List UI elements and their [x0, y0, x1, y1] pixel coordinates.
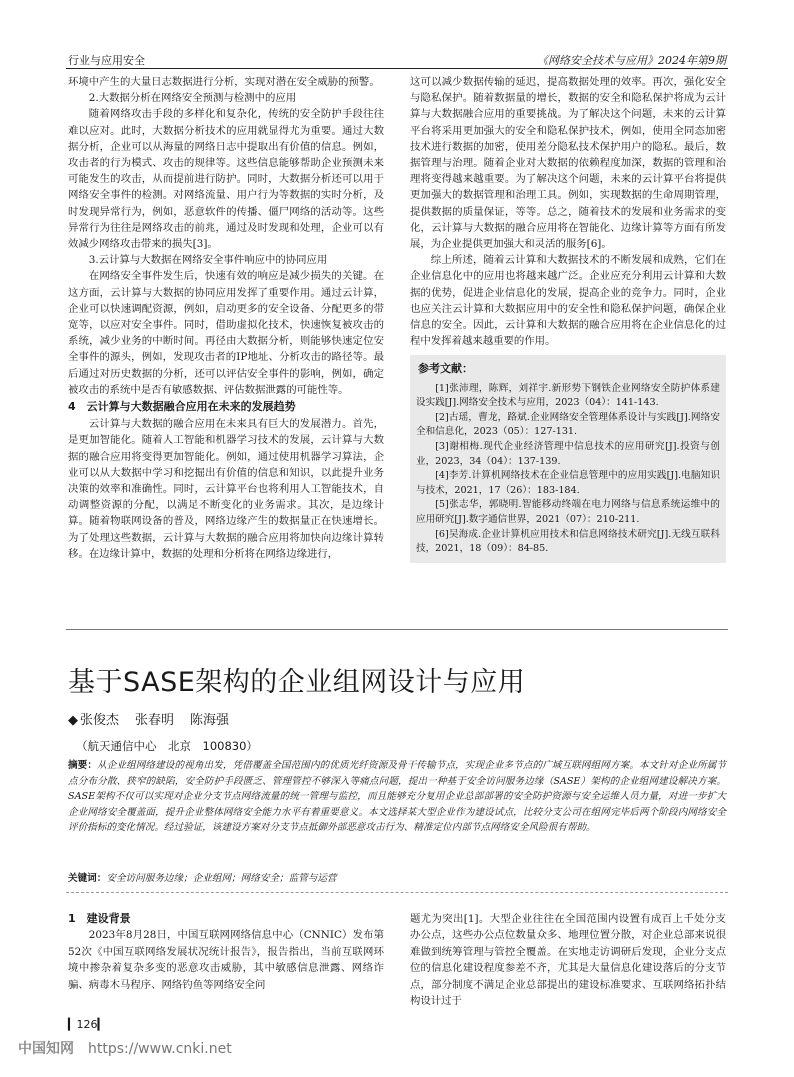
- author: 张俊杰: [80, 713, 120, 728]
- right-column: [410, 74, 726, 563]
- running-header-journal: 《网络安全技术与应用》2024年第9期: [537, 54, 726, 67]
- cnki-logo: 中国知网: [18, 1041, 74, 1057]
- reference-item: [3]谢相梅.现代企业经济管理中信息技术的应用研究[J].投资与创业，2023，34（04）：137-139.: [416, 441, 720, 467]
- cnki-watermark: [18, 1038, 232, 1058]
- paragraph: 在网络安全事件发生后，快速有效的响应是减少损失的关键。在这方面，云计算与大数据的协同应用发挥了重要作用。通过云计算，企业可以快速调配资源，例如，启动更多的安全设备、分配更多的带宽等，以应对安全事件。同时，借助虚拟化技术，快速恢复被攻击的系统，减少业务的中断时间。再径由大数据分析，则能够快速定位安全事件的源头，例如，发现攻击者的IP地址、分析攻击的路径等。最后通过对历史数据的分析，还可以评估安全事件的影响，例如，确定被攻击的系统中是否有敏感数据、评估数据泄露的可能性等。: [68, 270, 384, 396]
- abstract-text: 从企业组网络建设的视角出发，凭借覆盖全国范围内的优质光纤资源及骨干传输节点，实现企业多节点的广域互联网组网方案。本文针对企业所属节点分布分散、狭窄的缺陷，安全防护手段匮乏、管理管控不够深入等痛点问题，提出一种基于安全访问服务边缘（SASE）架构的企业组网建设解决方案。SASE架构不仅可以实现对企业分支节点网络流量的统一管理与监控，而且能够充分复用企业总部部署的安全防护资源与安全运维人员力量，对进一步扩大企业网络安全覆盖面，提升企业整体网络安全能力水平有着重要意义。本文选择某大型企业作为建设试点，比较分支公司在组网完毕后两个阶段内网络安全评价指标的变化情况。经过验证，该建设方案对分支节点抵御外部恶意攻击行为、精准定位内部节点网络安全风险很有帮助。: [68, 760, 727, 834]
- abstract-label: 摘要：: [68, 760, 98, 771]
- subsection-heading: 3.云计算与大数据在网络安全事件响应中的协同应用: [88, 254, 328, 267]
- section-heading: 4 云计算与大数据融合应用在未来的发展趋势: [68, 400, 296, 414]
- keywords-text: 安全访问服务边缘；企业组网；网络安全；监管与运营: [106, 873, 337, 884]
- keywords: [68, 870, 726, 884]
- affiliation: （航天通信中心 北京 100830）: [76, 739, 258, 753]
- article-separator: [66, 629, 728, 630]
- reference-item: [2]古瑶，曹龙，路斌.企业网络安全管理体系设计与实践[J].网络安全和信息化，2023（05）：127-131.: [416, 411, 720, 438]
- left-column: [68, 74, 384, 562]
- references-title: 参考文献：: [418, 362, 473, 376]
- reference-item: [6]吴海成.企业计算机应用技术和信息网络技术研究[J].无线互联科技，2021，18（09）：84-85.: [416, 528, 720, 555]
- body-right-column: [410, 911, 726, 1009]
- references-box: [410, 355, 726, 562]
- paragraph: 题尤为突出[1]。大型企业往往在全国范围内设置有成百上千处分支办公点，这些办公点位数量众多、地理位置分散，对企业总部来说很难做到统筹管理与管控全覆盖。在实地走访调研后发现，企业分支点位的信息化建设程度参差不齐，尤其是大量信息化建设落后的分支节点，部分制度不满足企业总部提出的建设标准要求、互联网络拓扑结构设计过于: [410, 913, 726, 1008]
- paragraph: 云计算与大数据的融合应用在未来具有巨大的发展潜力。首先，是更加智能化。随着人工智能和机器学习技术的发展，云计算与大数据的融合应用将变得更加智能化。例如，通过使用机器学习算法，企业可以从大数据中学习和挖掘出有价值的信息和知识，以此提升业务决策的效率和准确性。同时，云计算平台也将利用人工智能技术，自动调整资源的分配，以满足不断变化的业务需求。其次，是边缘计算。随着物联网设备的普及，网络边缘产生的数据量正在快速增长。为了处理这些数据，云计算与大数据的融合应用将加快向边缘计算转移。在边缘计算中，数据的处理和分析将在网络边缘进行，: [68, 418, 384, 560]
- author-marker: ◆: [68, 713, 78, 728]
- page-number: ▎126▎: [68, 1018, 106, 1031]
- reference-item: [4]李芳.计算机网络技术在企业信息管理中的应用实践[J].电脑知识与技术，2021，17（26）：183-184.: [416, 470, 720, 496]
- abstract-separator: [66, 892, 728, 893]
- author: 陈海强: [190, 713, 230, 728]
- article-title: 基于SASE架构的企业组网设计与应用: [68, 667, 526, 698]
- watermark-url[interactable]: https://www.cnki.net: [88, 1041, 232, 1057]
- paragraph: 随着网络攻击手段的多样化和复杂化，传统的安全防护手段往往难以应对。此时，大数据分析技术的应用就显得尤为重要。通过大数据分析，企业可以从海量的网络日志中提取出有价值的信息。例如，攻击者的行为模式、攻击的规律等。这些信息能够帮助企业预测未来可能发生的攻击，从而提前进行防护。同时，大数据分析还可以用于网络安全事件的检测。对网络流量、用户行为等数据的实时分析，及时发现异常行为，例如，恶意软件的传播、僵尸网络的活动等。这些异常行为往往是网络攻击的前兆，通过及时发现和处理，企业可以有效减少网络攻击带来的损失[3]。: [68, 108, 384, 251]
- header-rule: [66, 68, 728, 69]
- reference-item: [1]张沛理，陈辉，刘祥宇.新形势下钢铁企业网络安全防护体系建设实践[J].网络安全技术与应用，2023（04）：141-143.: [416, 382, 720, 409]
- reference-item: [5]张志华，郭晓明.智能移动终端在电力网络与信息系统运维中的应用研究[J].数字通信世界，2021（07）：210-211.: [416, 499, 720, 525]
- paragraph: 环境中产生的大量日志数据进行分析，实现对潜在安全威胁的预警。: [68, 76, 380, 88]
- section-heading: 1 建设背景: [68, 912, 131, 925]
- keywords-label: 关键词：: [68, 873, 107, 884]
- running-header-section: 行业与应用安全: [68, 54, 145, 67]
- author-list: [68, 709, 245, 728]
- author: 张春明: [135, 713, 175, 728]
- paragraph: 综上所述，随着云计算和大数据技术的不断发展和成熟，它们在企业信息化中的应用也将越来越广泛。企业应充分利用云计算和大数据的优势，促进企业信息化的发展，提高企业的竞争力。同时，企业也应关注云计算和大数据应用中的安全性和隐私保护问题，确保企业信息的安全。因此，云计算和大数据的融合应用将在企业信息化的过程中发挥着越来越重要的作用。: [410, 254, 726, 348]
- body-left-column: [68, 911, 384, 993]
- paragraph: 这可以减少数据传输的延迟，提高数据处理的效率。再次，强化安全与隐私保护。随着数据量的增长，数据的安全和隐私保护将成为云计算与大数据融合应用的重要挑战。为了解决这个问题，未来的云计算平台将采用更加强大的安全和隐私保护技术，例如，使用全同态加密技术进行数据的加密，使用差分隐私技术保护用户的隐私。最后，数据管理与治理。随着企业对大数据的依赖程度加深，数据的管理和治理将变得越来越重要。为了解决这个问题，未来的云计算平台将提供更加强大的数据管理和治理工具。例如，实现数据的生命周期管理，提供数据的质量保证，等等。总之，随着技术的发展和业务需求的变化，云计算与大数据的融合应用将在智能化、边缘计算等方面有所发展，为企业提供更加强大和灵活的服务[6]。: [410, 76, 726, 251]
- paragraph: 2023年8月28日，中国互联网网络信息中心（CNNIC）发布第52次《中国互联网络发展状况统计报告》，报告指出，当前互联网环境中掺杂着复杂多变的恶意攻击威胁，其中敏感信息泄露、网络诈骗、病毒木马程序、网络钓鱼等网络安全问: [68, 929, 384, 991]
- subsection-heading: 2.大数据分析在网络安全预测与检测中的应用: [88, 92, 297, 105]
- abstract: [68, 758, 726, 836]
